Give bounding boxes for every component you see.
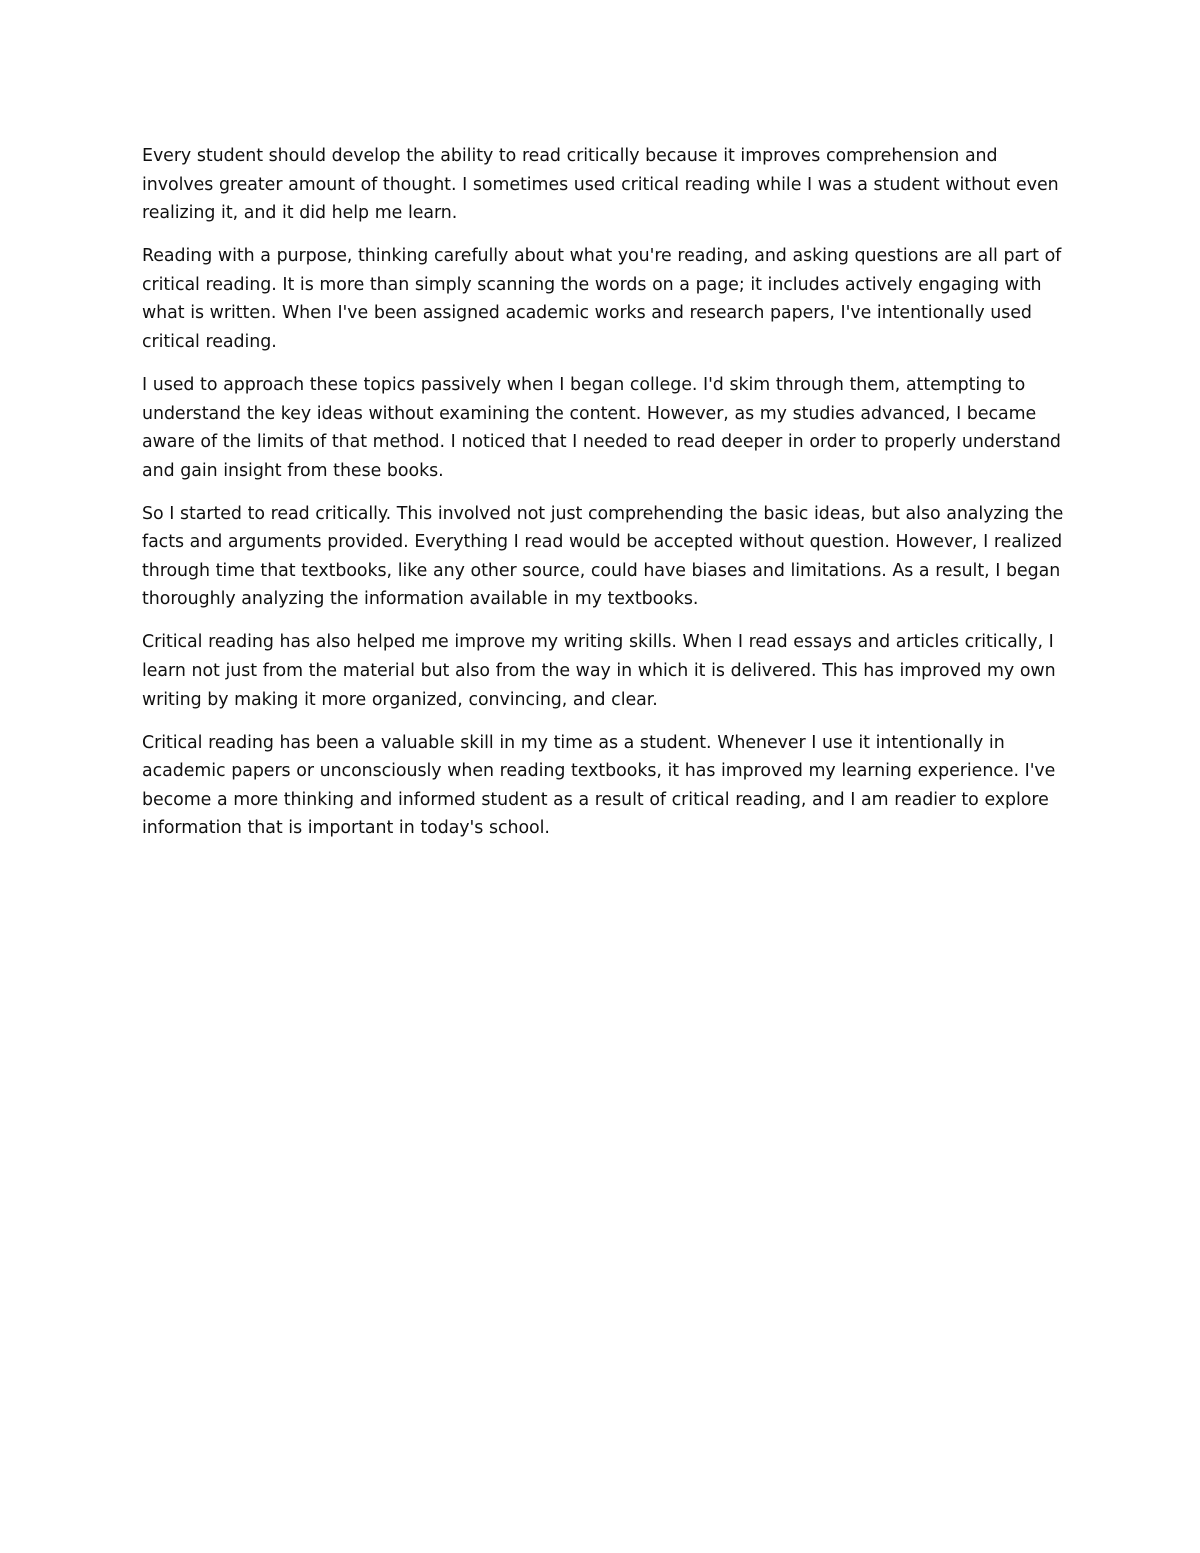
paragraph-2: Reading with a purpose, thinking carefully about what you're reading, and asking questions are all part of critical reading. It is more than simply scanning the words on a page; it includes actively engaging with what is written. When I've been assigned academic works and research papers, I've intentionally used critical reading. — [142, 246, 1062, 352]
paragraph-5: Critical reading has also helped me improve my writing skills. When I read essays and articles critically, I learn not just from the material but also from the way in which it is delivered. This has improved my own writing by making it more organized, convincing, and clear. — [142, 632, 1056, 710]
paragraph-1: Every student should develop the ability to read critically because it improves comprehension and involves greater amount of thought. I sometimes used critical reading while I was a student without even realizing it, and it did help me learn. — [142, 146, 1059, 224]
paragraph-4: So I started to read critically. This involved not just comprehending the basic ideas, but also analyzing the facts and arguments provided. Everything I read would be accepted without question. However, I realized through time that textbooks, like any other source, could have biases and limitations. As a result, I began thoroughly analyzing the information available in my textbooks. — [142, 503, 1064, 610]
paragraph-6: Critical reading has been a valuable skill in my time as a student. Whenever I use it intentionally in academic papers or unconsciously when reading textbooks, it has improved my learning experience. I've become a more thinking and informed student as a result of critical reading, and I am readier to explore information that is important in today's school. — [142, 732, 1056, 839]
paragraph-3: I used to approach these topics passively when I began college. I'd skim through them, attempting to understand the key ideas without examining the content. However, as my studies advanced, I became aware of the limits of that method. I noticed that I needed to read deeper in order to properly understand and gain insight from these books. — [142, 374, 1061, 481]
document-body — [142, 142, 1072, 857]
